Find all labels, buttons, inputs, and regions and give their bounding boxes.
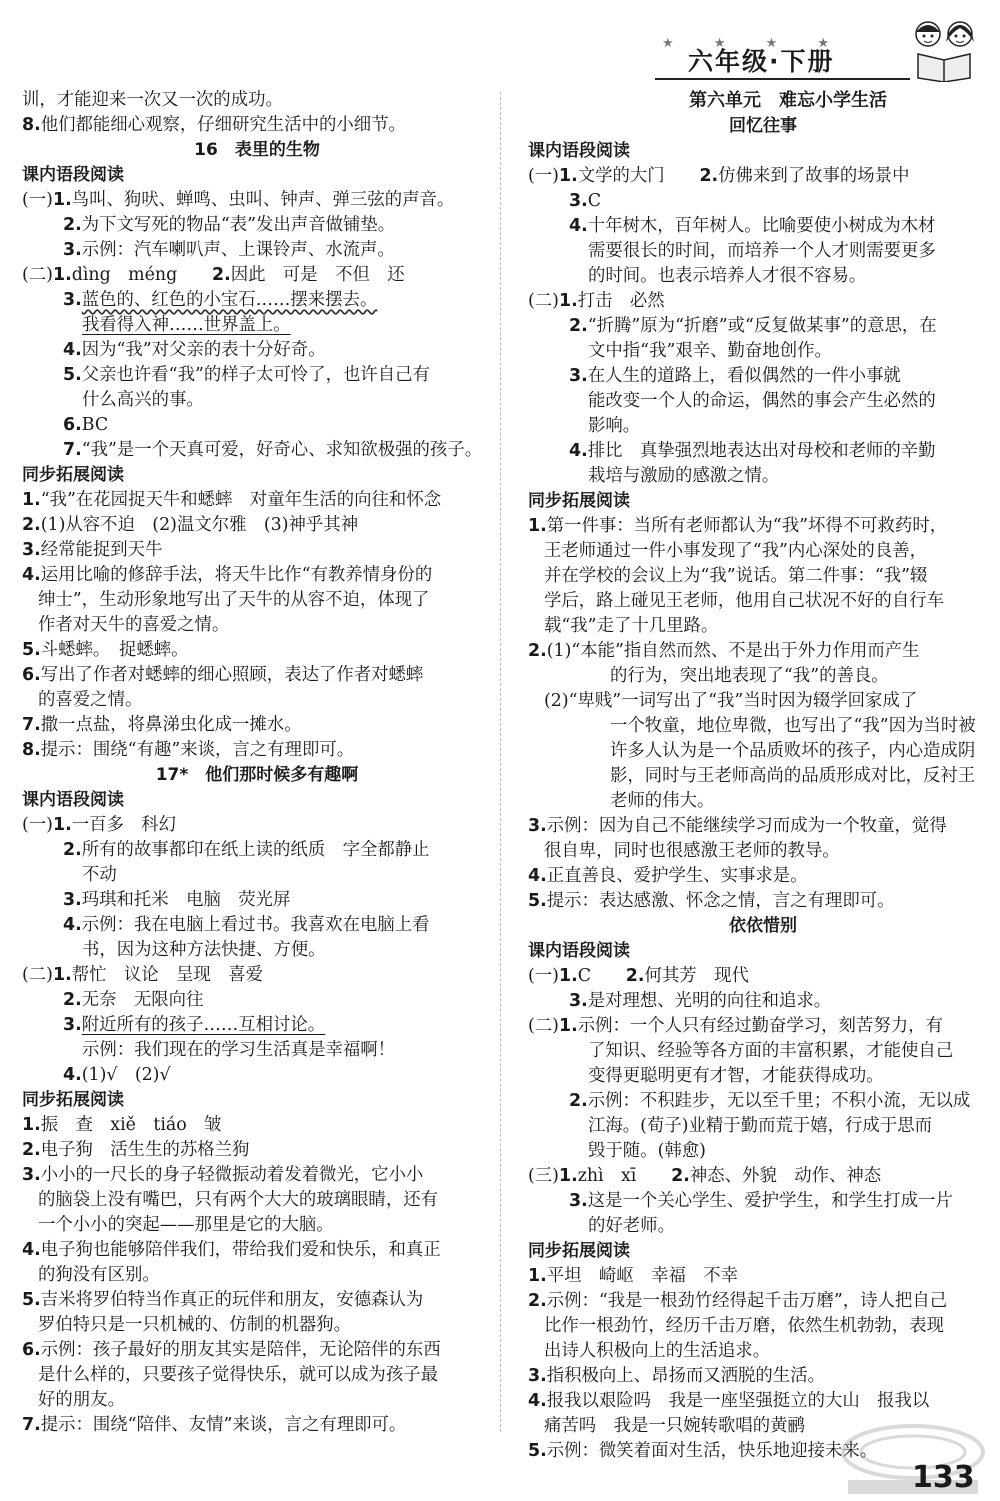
lesson-title-16: 16 表里的生物 — [194, 140, 320, 160]
answer-line: 变得更聪明更有才智，才能获得成功。 — [588, 1066, 884, 1086]
unit-title: 第六单元 难忘小学生活 — [689, 90, 887, 111]
answer-line: 示例：“我是一根劲竹经得起千击万磨”，诗人把自己 — [546, 1291, 948, 1311]
answer-line: 的狗没有区别。 — [38, 1265, 160, 1285]
answer-line: 写出了作者对蟋蟀的细心照顾，表达了作者对蟋蟀 — [40, 665, 424, 685]
answer-line: 是对理想、光明的向往和追求。 — [587, 991, 832, 1011]
answer-line: 十年树木，百年树人。比喻要使小树成为木材 — [587, 216, 936, 236]
answer-line: 文学的大门 — [577, 166, 700, 186]
answer-line: BC — [81, 415, 109, 435]
answer-line: 鸟叫、狗吠、蝉鸣、虫叫、钟声、弹三弦的声音。 — [71, 190, 455, 210]
answer-line: 王老师通过一件小事发现了“我”内心深处的良善， — [544, 541, 927, 561]
answer-line: (1)“本能”指自然而然、不是出于外力作用而产生 — [546, 641, 920, 661]
answer-line: 振 查 xiě tiáo 皱 — [40, 1115, 222, 1135]
answer-line: 影响。 — [588, 416, 641, 436]
answer-line: 为下文写死的物品“表”发出声音做铺垫。 — [81, 215, 396, 235]
answer-line: 好的朋友。 — [38, 1390, 125, 1410]
subsection-title: 依依惜别 — [729, 916, 797, 936]
answer-line: zhì xī — [577, 1166, 672, 1186]
answer-line: (2)“卑贱”一词写出了“我”当时因为辍学回家成了 — [544, 691, 918, 711]
answer-line: 父亲也许看“我”的样子太可怜了，也许自己有 — [81, 365, 430, 385]
answer-line: 痛苦吗 我是一只婉转歌唱的黄鹂 — [544, 1416, 805, 1436]
answer-line: 江海。(荀子)业精于勤而荒于嬉，行成于思而 — [588, 1116, 932, 1136]
answer-line: 比作一根劲竹，经历千击万磨，依然生机勃勃，表现 — [544, 1316, 944, 1336]
section-heading: 同步拓展阅读 — [22, 1090, 124, 1110]
underlined-answer: 附近所有的孩子……互相讨论。 — [81, 1015, 326, 1035]
answer-line: 撒一点盐，将鼻涕虫化成一摊水。 — [40, 715, 302, 735]
answer-line: 的喜爱之情。 — [38, 690, 143, 710]
answer-line: dìng méng — [71, 265, 213, 285]
underlined-answer: 我看得入神……世界盖上。 — [82, 315, 291, 335]
answer-line: 因为“我”对父亲的表十分好奇。 — [81, 340, 326, 360]
answer-line: 一百多 科幻 — [71, 815, 177, 835]
answer-line: 提示：围绕“陪伴、友情”来谈，言之有理即可。 — [40, 1415, 407, 1435]
answer-line: 很自卑，同时也很感激王老师的教导。 — [544, 841, 840, 861]
answer-line: 示例：我们现在的学习生活真是幸福啊！ — [82, 1040, 396, 1060]
answer-line: 出诗人积极向上的生活追求。 — [544, 1341, 771, 1361]
answer-line: 何其芳 现代 — [644, 966, 749, 986]
answer-line: 老师的伟大。 — [610, 791, 715, 811]
left-column: 训，才能迎来一次又一次的成功。 8.他们都能细心观察，仔细研究生活中的小细节。 16 表里的生物 课内语段阅读 (一)1.鸟叫、狗吠、蝉鸣、虫叫、钟声、弹三弦的声音。 2.为下文写死的物品“表”发出声音做铺垫。 3.示例：汽车喇叭声、上课铃声、水流声。 (二)1.dìng méng 2.因此 可是 不但 还 3.蓝色的、红色的小宝石……摆来摆去。 我看得入神……世界盖上。 4.因为“我”对父亲的表十分好奇。 5.父亲也许看“我”的样子太可怜了，也许自己有 什么高兴的事。 6.BC 7.“我”是一个天真可爱，好奇心、求知欲极强的孩子。 同步拓展阅读 1.“我”在花园捉天牛和蟋蟀 对童年生活的向往和怀念 2.(1)从容不迫 (2)温文尔雅 (3)神乎其神 3.经常能捉到天牛 4.运用比喻的修辞手法，将天牛比作“有教养情身份的 绅士”，生动形象地写出了天牛的从容不迫，体现了 作者对天牛的喜爱之情。 5.斗蟋蟀。 捉蟋蟀。 6.写出了作者对蟋蟀的细心照顾，表达了作者对蟋蟀 的喜爱之情。 7.撒一点盐，将鼻涕虫化成一摊水。 8.提示：围绕“有趣”来谈，言之有理即可。 17* 他们那时候多有趣啊 课内语段阅读 (一)1.一百多 科幻 2.所有的故事都印在纸上读的纸质 字全都静止 不动 3.玛琪和托米 电脑 荧光屏 4.示例：我在电脑上看过书。我喜欢在电脑上看 书，因为这种方法快捷、方便。 (二)1.帮忙 议论 呈现 喜爱 2.无奈 无限向往 3.附近所有的孩子……互相讨论。 示例：我们现在的学习生活真是幸福啊！ 4.(1)√ (2)√ 同步拓展阅读 1.振 查 xiě tiáo 皱 2.电子狗 活生生的苏格兰狗 3.小小的一尺长的身子轻微振动着发着微光，它小小 的脑袋上没有嘴巴，只有两个大大的玻璃眼睛，还有 一个小小的突起——那里是它的大脑。 4.电子狗也能够陪伴我们，带给我们爱和快乐，和真正 的狗没有区别。 5.吉米将罗伯特当作真正的玩伴和朋友，安德森认为 罗伯特只是一只机械的、仿制的机器狗。 6.示例：孩子最好的朋友其实是陪伴，无论陪伴的东西 是什么样的，只要孩子觉得快乐，就可以成为孩子最 好的朋友。 7.提示：围绕“陪伴、友情”来谈，言之有理即可。 — [22, 88, 492, 1438]
answer-line: 示例：孩子最好的朋友其实是陪伴，无论陪伴的东西 — [40, 1340, 441, 1360]
answer-line: 他们都能细心观察，仔细研究生活中的小细节。 — [40, 115, 406, 135]
answer-line: 玛琪和托米 电脑 荧光屏 — [81, 890, 291, 910]
answer-line: 示例：微笑着面对生活，快乐地迎接未来。 — [546, 1441, 878, 1461]
answer-line: 平坦 崎岖 幸福 不幸 — [546, 1266, 739, 1286]
answer-line: 需要很长的时间，而培养一个人才则需要更多 — [588, 241, 936, 261]
answer-line: 什么高兴的事。 — [82, 390, 204, 410]
answer-line: 毁于随。(韩愈) — [588, 1141, 706, 1161]
answer-line: 并在学校的会议上为“我”说话。第二件事：“我”辍 — [544, 566, 928, 586]
answer-line: 文中指“我”艰辛、勤奋地创作。 — [588, 341, 832, 361]
answer-line: 斗蟋蟀。 捉蟋蟀。 — [40, 640, 189, 660]
section-heading: 课内语段阅读 — [22, 790, 124, 810]
wavy-underlined-answer: 蓝色的、红色的小宝石……摆来摆去。 — [81, 290, 378, 310]
answer-line: 示例：汽车喇叭声、上课铃声、水流声。 — [81, 240, 395, 260]
answer-line: C — [587, 191, 602, 211]
answer-line: 帮忙 议论 呈现 喜爱 — [71, 965, 263, 985]
answer-line: 经常能捉到天牛 — [40, 540, 163, 560]
answer-line: 运用比喻的修辞手法，将天牛比作“有教养情身份的 — [40, 565, 433, 585]
section-heading: 同步拓展阅读 — [528, 491, 630, 511]
answer-line: 栽培与激励的感激之情。 — [588, 466, 780, 486]
section-heading: 课内语段阅读 — [22, 165, 124, 185]
answer-line: 一个牧童，地位卑微，也写出了“我”因为当时被 — [610, 716, 976, 736]
answer-line: 仿佛来到了故事的场景中 — [718, 166, 910, 186]
answer-line: 所有的故事都印在纸上读的纸质 字全都静止 — [81, 840, 430, 860]
header-rule — [655, 78, 910, 80]
column-divider — [500, 92, 501, 1432]
answer-line: 示例：我在电脑上看过书。我喜欢在电脑上看 — [81, 915, 430, 935]
section-heading: 同步拓展阅读 — [22, 465, 124, 485]
answer-line: 许多人认为是一个品质败坏的孩子，内心造成阴 — [610, 741, 976, 761]
answer-line: 排比 真挚强烈地表达出对母校和老师的辛勤 — [587, 441, 936, 461]
answer-line: 电子狗 活生生的苏格兰狗 — [40, 1140, 250, 1160]
answer-line: 的时间。也表示培养人才很不容易。 — [588, 266, 867, 286]
answer-line: (1)从容不迫 (2)温文尔雅 (3)神乎其神 — [40, 515, 359, 535]
answer-line: 影，同时与王老师高尚的品质形成对比，反衬王 — [610, 766, 976, 786]
answer-line: 电子狗也能够陪伴我们，带给我们爱和快乐，和真正 — [40, 1240, 441, 1260]
section-heading: 同步拓展阅读 — [528, 1241, 630, 1261]
item-number: 8. — [22, 115, 41, 135]
answer-line: 报我以艰险吗 我是一座坚强挺立的大山 报我以 — [546, 1391, 930, 1411]
answer-line: 罗伯特只是一只机械的、仿制的机器狗。 — [38, 1315, 352, 1335]
answer-line: “折腾”原为“折磨”或“反复做某事”的意思，在 — [587, 316, 937, 336]
answer-line: 了知识、经验等各方面的丰富积累，才能使自己 — [588, 1041, 954, 1061]
answer-line: 是什么样的，只要孩子觉得快乐，就可以成为孩子最 — [38, 1365, 438, 1385]
answer-line: 学后，路上碰见王老师，他用自己状况不好的自行车 — [544, 591, 944, 611]
answer-line: 第一件事：当所有老师都认为“我”坏得不可救药时， — [546, 516, 948, 536]
answer-line: 打击 必然 — [577, 291, 665, 311]
answer-line: 一个小小的突起——那里是它的大脑。 — [38, 1215, 334, 1235]
answer-line: 因此 可是 不但 还 — [230, 265, 405, 285]
section-heading: 课内语段阅读 — [528, 141, 630, 161]
page-number: 133 — [912, 1460, 975, 1495]
answer-line: 的行为，突出地表现了“我”的善良。 — [610, 666, 889, 686]
answer-line: 示例：一个人只有经过勤奋学习，刻苦努力，有 — [577, 1016, 943, 1036]
grade-title: 六年级·下册 — [688, 47, 835, 76]
answer-line: 示例：因为自己不能继续学习而成为一个牧童，觉得 — [546, 816, 947, 836]
answer-line: 绅士”，生动形象地写出了天牛的从容不迫，体现了 — [38, 590, 430, 610]
answer-line: 提示：围绕“有趣”来谈，言之有理即可。 — [40, 740, 355, 760]
part-label: (一) — [22, 190, 53, 210]
lesson-title-17: 17* 他们那时候多有趣啊 — [155, 765, 359, 785]
answer-line: 正直善良、爱护学生、实事求是。 — [546, 866, 808, 886]
answer-line: 小小的一尺长的身子轻微振动着发着微光，它小小 — [40, 1165, 424, 1185]
right-column: 第六单元 难忘小学生活 回忆往事 课内语段阅读 (一)1.文学的大门 2.仿佛来到了故事的场景中 3.C 4.十年树木，百年树人。比喻要使小树成为木材 需要很长的时间，而培养一个人才则需要更多 的时间。也表示培养人才很不容易。 (二)1.打击 必然 2.“折腾”原为“折磨”或“反复做某事”的意思，在 文中指“我”艰辛、勤奋地创作。 3.在人生的道路上，看似偶然的一件小事就 能改变一个人的命运，偶然的事会产生必然的 影响。 4.排比 真挚强烈地表达出对母校和老师的辛勤 栽培与激励的感激之情。 同步拓展阅读 1.第一件事：当所有老师都认为“我”坏得不可救药时， 王老师通过一件小事发现了“我”内心深处的良善， 并在学校的会议上为“我”说话。第二件事：“我”辍 学后，路上碰见王老师，他用自己状况不好的自行车 载“我”走了十几里路。 2.(1)“本能”指自然而然、不是出于外力作用而产生 的行为，突出地表现了“我”的善良。 (2)“卑贱”一词写出了“我”当时因为辍学回家成了 一个牧童，地位卑微，也写出了“我”因为当时被 许多人认为是一个品质败坏的孩子，内心造成阴 影，同时与王老师高尚的品质形成对比，反衬王 老师的伟大。 3.示例：因为自己不能继续学习而成为一个牧童，觉得 很自卑，同时也很感激王老师的教导。 4.正直善良、爱护学生、实事求是。 5.提示：表达感激、怀念之情，言之有理即可。 依依惜别 课内语段阅读 (一)1.C 2.何其芳 现代 3.是对理想、光明的向往和追求。 (二)1.示例：一个人只有经过勤奋学习，刻苦努力，有 了知识、经验等各方面的丰富积累，才能使自己 变得更聪明更有才智，才能获得成功。 2.示例：不积跬步，无以至千里；不积小流，无以成 江海。(荀子)业精于勤而荒于嬉，行成于思而 毁于随。(韩愈) (三)1.zhì xī 2.神态、外貌 动作、神态 3.这是一个关心学生、爱护学生，和学生打成一片 的好老师。 同步拓展阅读 1.平坦 崎岖 幸福 不幸 2.示例：“我是一根劲竹经得起千击万磨”，诗人把自己 比作一根劲竹，经历千击万磨，依然生机勃勃，表现 出诗人积极向上的生活追求。 3.指积极向上、昂扬而又洒脱的生活。 4.报我以艰险吗 我是一座坚强挺立的大山 报我以 痛苦吗 我是一只婉转歌唱的黄鹂 5.示例：微笑着面对生活，快乐地迎接未来。 — [528, 88, 998, 1464]
answer-line: 无奈 无限向往 — [81, 990, 204, 1010]
answer-line: 能改变一个人的命运，偶然的事会产生必然的 — [588, 391, 936, 411]
answer-line: 不动 — [82, 865, 117, 885]
subsection-title: 回忆往事 — [729, 116, 797, 136]
reading-kids-illustration — [908, 16, 980, 82]
answer-line: 提示：表达感激、怀念之情，言之有理即可。 — [546, 891, 895, 911]
answer-line: 这是一个关心学生、爱护学生，和学生打成一片 — [587, 1191, 953, 1211]
section-heading: 课内语段阅读 — [528, 941, 630, 961]
header-stars: ★ ★ ★ ★ — [662, 36, 848, 51]
answer-line: 作者对天牛的喜爱之情。 — [38, 615, 230, 635]
answer-line: (1)√ (2)√ — [81, 1065, 171, 1085]
answer-line: 在人生的道路上，看似偶然的一件小事就 — [587, 366, 901, 386]
answer-line: 指积极向上、昂扬而又洒脱的生活。 — [546, 1366, 825, 1386]
answer-line: 的脑袋上没有嘴巴，只有两个大大的玻璃眼睛，还有 — [38, 1190, 438, 1210]
answer-line: 神态、外貌 动作、神态 — [689, 1166, 882, 1186]
answer-line: 吉米将罗伯特当作真正的玩伴和朋友，安德森认为 — [40, 1290, 424, 1310]
answer-line: “我”是一个天真可爱，好奇心、求知欲极强的孩子。 — [81, 440, 483, 460]
answer-line: “我”在花园捉天牛和蟋蟀 对童年生活的向往和怀念 — [40, 490, 442, 510]
answer-line: 训，才能迎来一次又一次的成功。 — [22, 90, 283, 110]
answer-line: 载“我”走了十几里路。 — [544, 616, 719, 636]
answer-line: 示例：不积跬步，无以至千里；不积小流，无以成 — [587, 1091, 971, 1111]
answer-line: C — [577, 966, 626, 986]
answer-line: 书，因为这种方法快捷、方便。 — [82, 940, 326, 960]
answer-line: 的好老师。 — [588, 1216, 675, 1236]
